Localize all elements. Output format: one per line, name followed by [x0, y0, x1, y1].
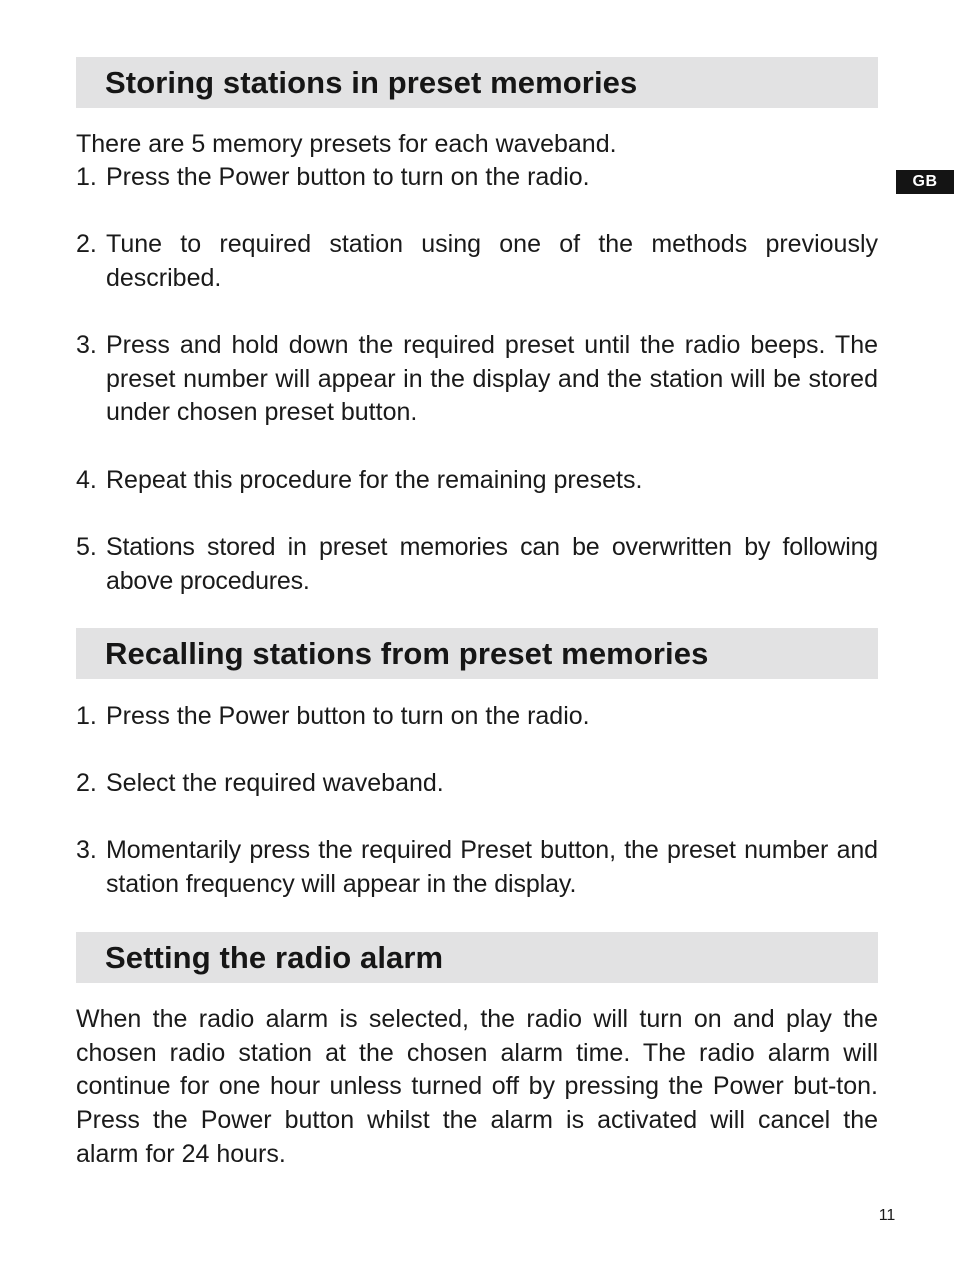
- step-text: Tune to required station using one of the methods previously described.: [106, 230, 878, 292]
- step-number: 1.: [76, 702, 97, 730]
- storing-step-2: [76, 228, 878, 295]
- storing-step-5: [76, 531, 878, 598]
- step-text: Momentarily press the required Preset button, the preset number and station frequency will appear in the display.: [106, 836, 878, 898]
- alarm-body: When the radio alarm is selected, the radio will turn on and play the chosen radio station at the chosen alarm time. The radio alarm will continue for one hour unless turned off by pressing the Power but-ton. Press the Power button whilst the alarm is activated will cancel the alarm for 24 hours.: [76, 1005, 878, 1168]
- recalling-step-2: [76, 767, 878, 801]
- storing-step-4: [76, 464, 878, 498]
- section-header-storing: [76, 57, 878, 108]
- section-title-recalling: Recalling stations from preset memories: [105, 635, 709, 671]
- recalling-step-1: [76, 700, 878, 734]
- storing-step-1: [76, 161, 878, 195]
- step-text: Press the Power button to turn on the radio.: [106, 163, 590, 191]
- step-text: Press and hold down the required preset until the radio beeps. The preset number will appear in the display and the station will be stored under chosen preset button.: [106, 331, 878, 427]
- step-number: 3.: [76, 836, 97, 864]
- step-number: 1.: [76, 163, 97, 191]
- step-text: Select the required waveband.: [106, 769, 444, 797]
- storing-intro: There are 5 memory presets for each waveband.: [76, 130, 617, 158]
- step-text: Press the Power button to turn on the radio.: [106, 702, 590, 730]
- step-text: Repeat this procedure for the remaining presets.: [106, 466, 643, 494]
- step-number: 5.: [76, 533, 97, 561]
- step-number: 3.: [76, 331, 97, 359]
- section-header-recalling: [76, 628, 878, 679]
- step-number: 2.: [76, 769, 97, 797]
- step-text: Stations stored in preset memories can be overwritten by following above procedures.: [106, 533, 878, 595]
- storing-step-3: [76, 329, 878, 430]
- section-title-storing: Storing stations in preset memories: [105, 64, 638, 100]
- language-tab: GB: [896, 170, 954, 194]
- section-header-alarm: [76, 932, 878, 983]
- recalling-step-3: [76, 834, 878, 901]
- section-title-alarm: Setting the radio alarm: [105, 939, 444, 975]
- step-number: 4.: [76, 466, 97, 494]
- step-number: 2.: [76, 230, 97, 258]
- page-number: 11: [878, 1207, 896, 1224]
